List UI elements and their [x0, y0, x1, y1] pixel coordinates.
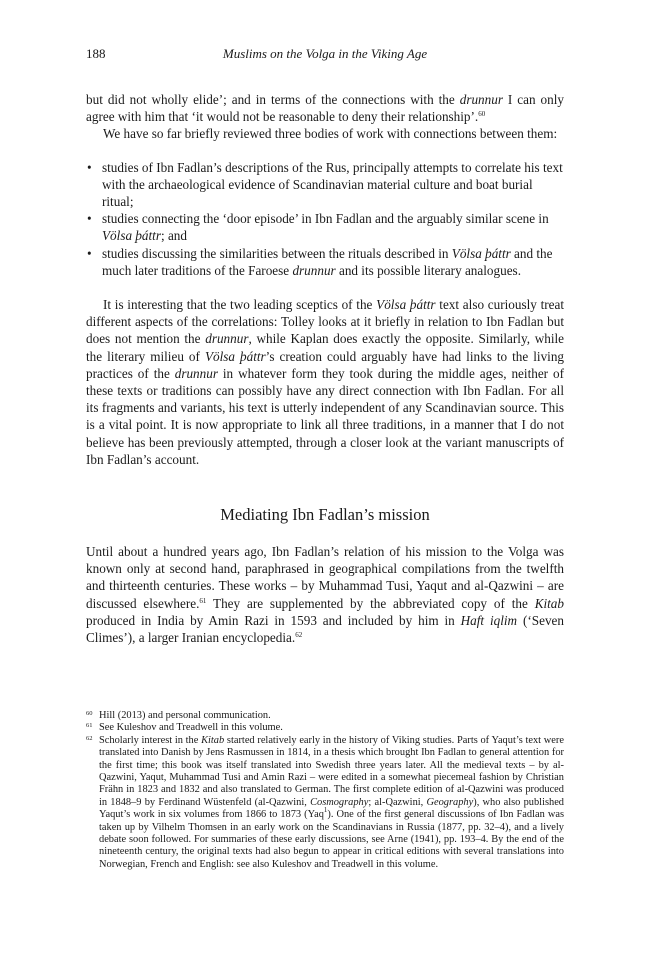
bullet-icon: •: [87, 245, 92, 261]
footnote-ref-62[interactable]: 62: [295, 631, 303, 640]
paragraph-2: We have so far briefly reviewed three bodies of work with connections between them:: [103, 126, 558, 142]
bullet-item: • studies discussing the similarities between the rituals described in Völsa þáttr and the much later traditions of the Faroese drunnur and its possible literary analogues.: [87, 245, 553, 278]
bullet-icon: •: [87, 159, 92, 175]
bullet-list: [86, 159, 564, 279]
footnote-60: 60 Hill (2013) and personal communication.: [86, 710, 271, 721]
paragraph-4: Until about a hundred years ago, Ibn Fadlan’s relation of his mission to the Volga was known only at second hand, paraphrased in geographical compilations from the twelfth and thirteenth centuries. These works – by Muhammad Tusi, Yaqut and al-Qazwini – are discussed elsewhere.$^{61}$ They are supplemented by the abbreviated copy of the Kitab produced in India by Amin Razi in 1593 and included by him in Haft iqlim (‘Seven Climes’), a larger Iranian encyclopedia.$^{62}$: [86, 544, 564, 646]
section-heading: Mediating Ibn Fadlan’s mission: [220, 505, 430, 525]
footnotes: [86, 710, 564, 871]
paragraph-1: but did not wholly elide’; and in terms of the connections with the drunnur I can only agree with him that ‘it would not be reasonable to deny their relationship’.$^{60}$: [86, 92, 564, 125]
footnote-mark: 61: [86, 722, 93, 730]
paragraph-3: It is interesting that the two leading sceptics of the Völsa þáttr text also curiously treat different aspects of the correlations: Tolley looks at it briefly in relation to Ibn Fadlan but does not mention the drunnur, while Kaplan does exactly the opposite. Similarly, while the literary milieu of Völsa þáttr’s creation could arguably have had links to the living practices of the drunnur in whatever form they took during the middle ages, neither of these texts or traditions can possibly have any direct connection with Ibn Fadlan. For all its fragments and variants, his text is utterly independent of any Scandinavian source. This is a vital point. It is now appropriate to link all three traditions, in a manner that I do not believe has been previously attempted, through a closer look at the variant manuscripts of Ibn Fadlan’s account.: [86, 297, 565, 467]
page-number: 188: [86, 46, 106, 61]
footnote-mark: 60: [86, 710, 93, 717]
bullet-item: • studies of Ibn Fadlan’s descriptions of the Rus, principally attempts to correlate his text with the archaeological evidence of Scandinavian material culture and boat burial ritual;: [87, 159, 563, 210]
footnote-ref-60[interactable]: 60: [478, 110, 486, 119]
bullet-icon: •: [87, 211, 92, 227]
running-title: Muslims on the Volga in the Viking Age: [222, 46, 428, 61]
footnote-mark: 62: [86, 734, 93, 742]
running-header: [86, 46, 564, 64]
footnote-ref-61[interactable]: 61: [199, 596, 207, 605]
footnote-61: 61 See Kuleshov and Treadwell in this volume.: [86, 722, 283, 734]
footnote-62: 62 Scholarly interest in the Kitab started relatively early in the history of Viking studies. Parts of Yaqut’s text were translated into Danish by Jens Rasmussen in 1814, in a thesis which brought Ibn Fadlan to general attention for the first time; this book was itself translated into Swedish three years later. All the medieval texts – by al-Qazwini, Yaqut, Muhammad Tusi and Amin Razi – were edited in a somewhat piecemeal fashion by Christian Frähn in 1823 and 1832 and also translated to German. The first complete edition of al-Qazwini was produced in 1848–9 by Ferdinand Wüstenfeld (al-Qazwini, Cosmography; al-Qazwini, Geography), who also published Yaqut’s work in six volumes from 1866 to 1873 (Yaq$^1$). One of the first general discussions of Ibn Fadlan was taken up by Vilhelm Thomsen in an early work on the Scandinavians in Russia (1877, pp. 32–4), and a lively debate soon followed. For summaries of these early discussions, see Arne (1941), pp. 193–4. By the end of the nineteenth century, the original texts had also begun to appear in critical editions with several translations into Norwegian, French and English: see also Kuleshov and Treadwell in this volume.: [86, 734, 565, 870]
bullet-item: • studies connecting the ‘door episode’ in Ibn Fadlan and the arguably similar scene in Völsa þáttr; and: [87, 211, 549, 244]
main-text: [86, 91, 564, 646]
